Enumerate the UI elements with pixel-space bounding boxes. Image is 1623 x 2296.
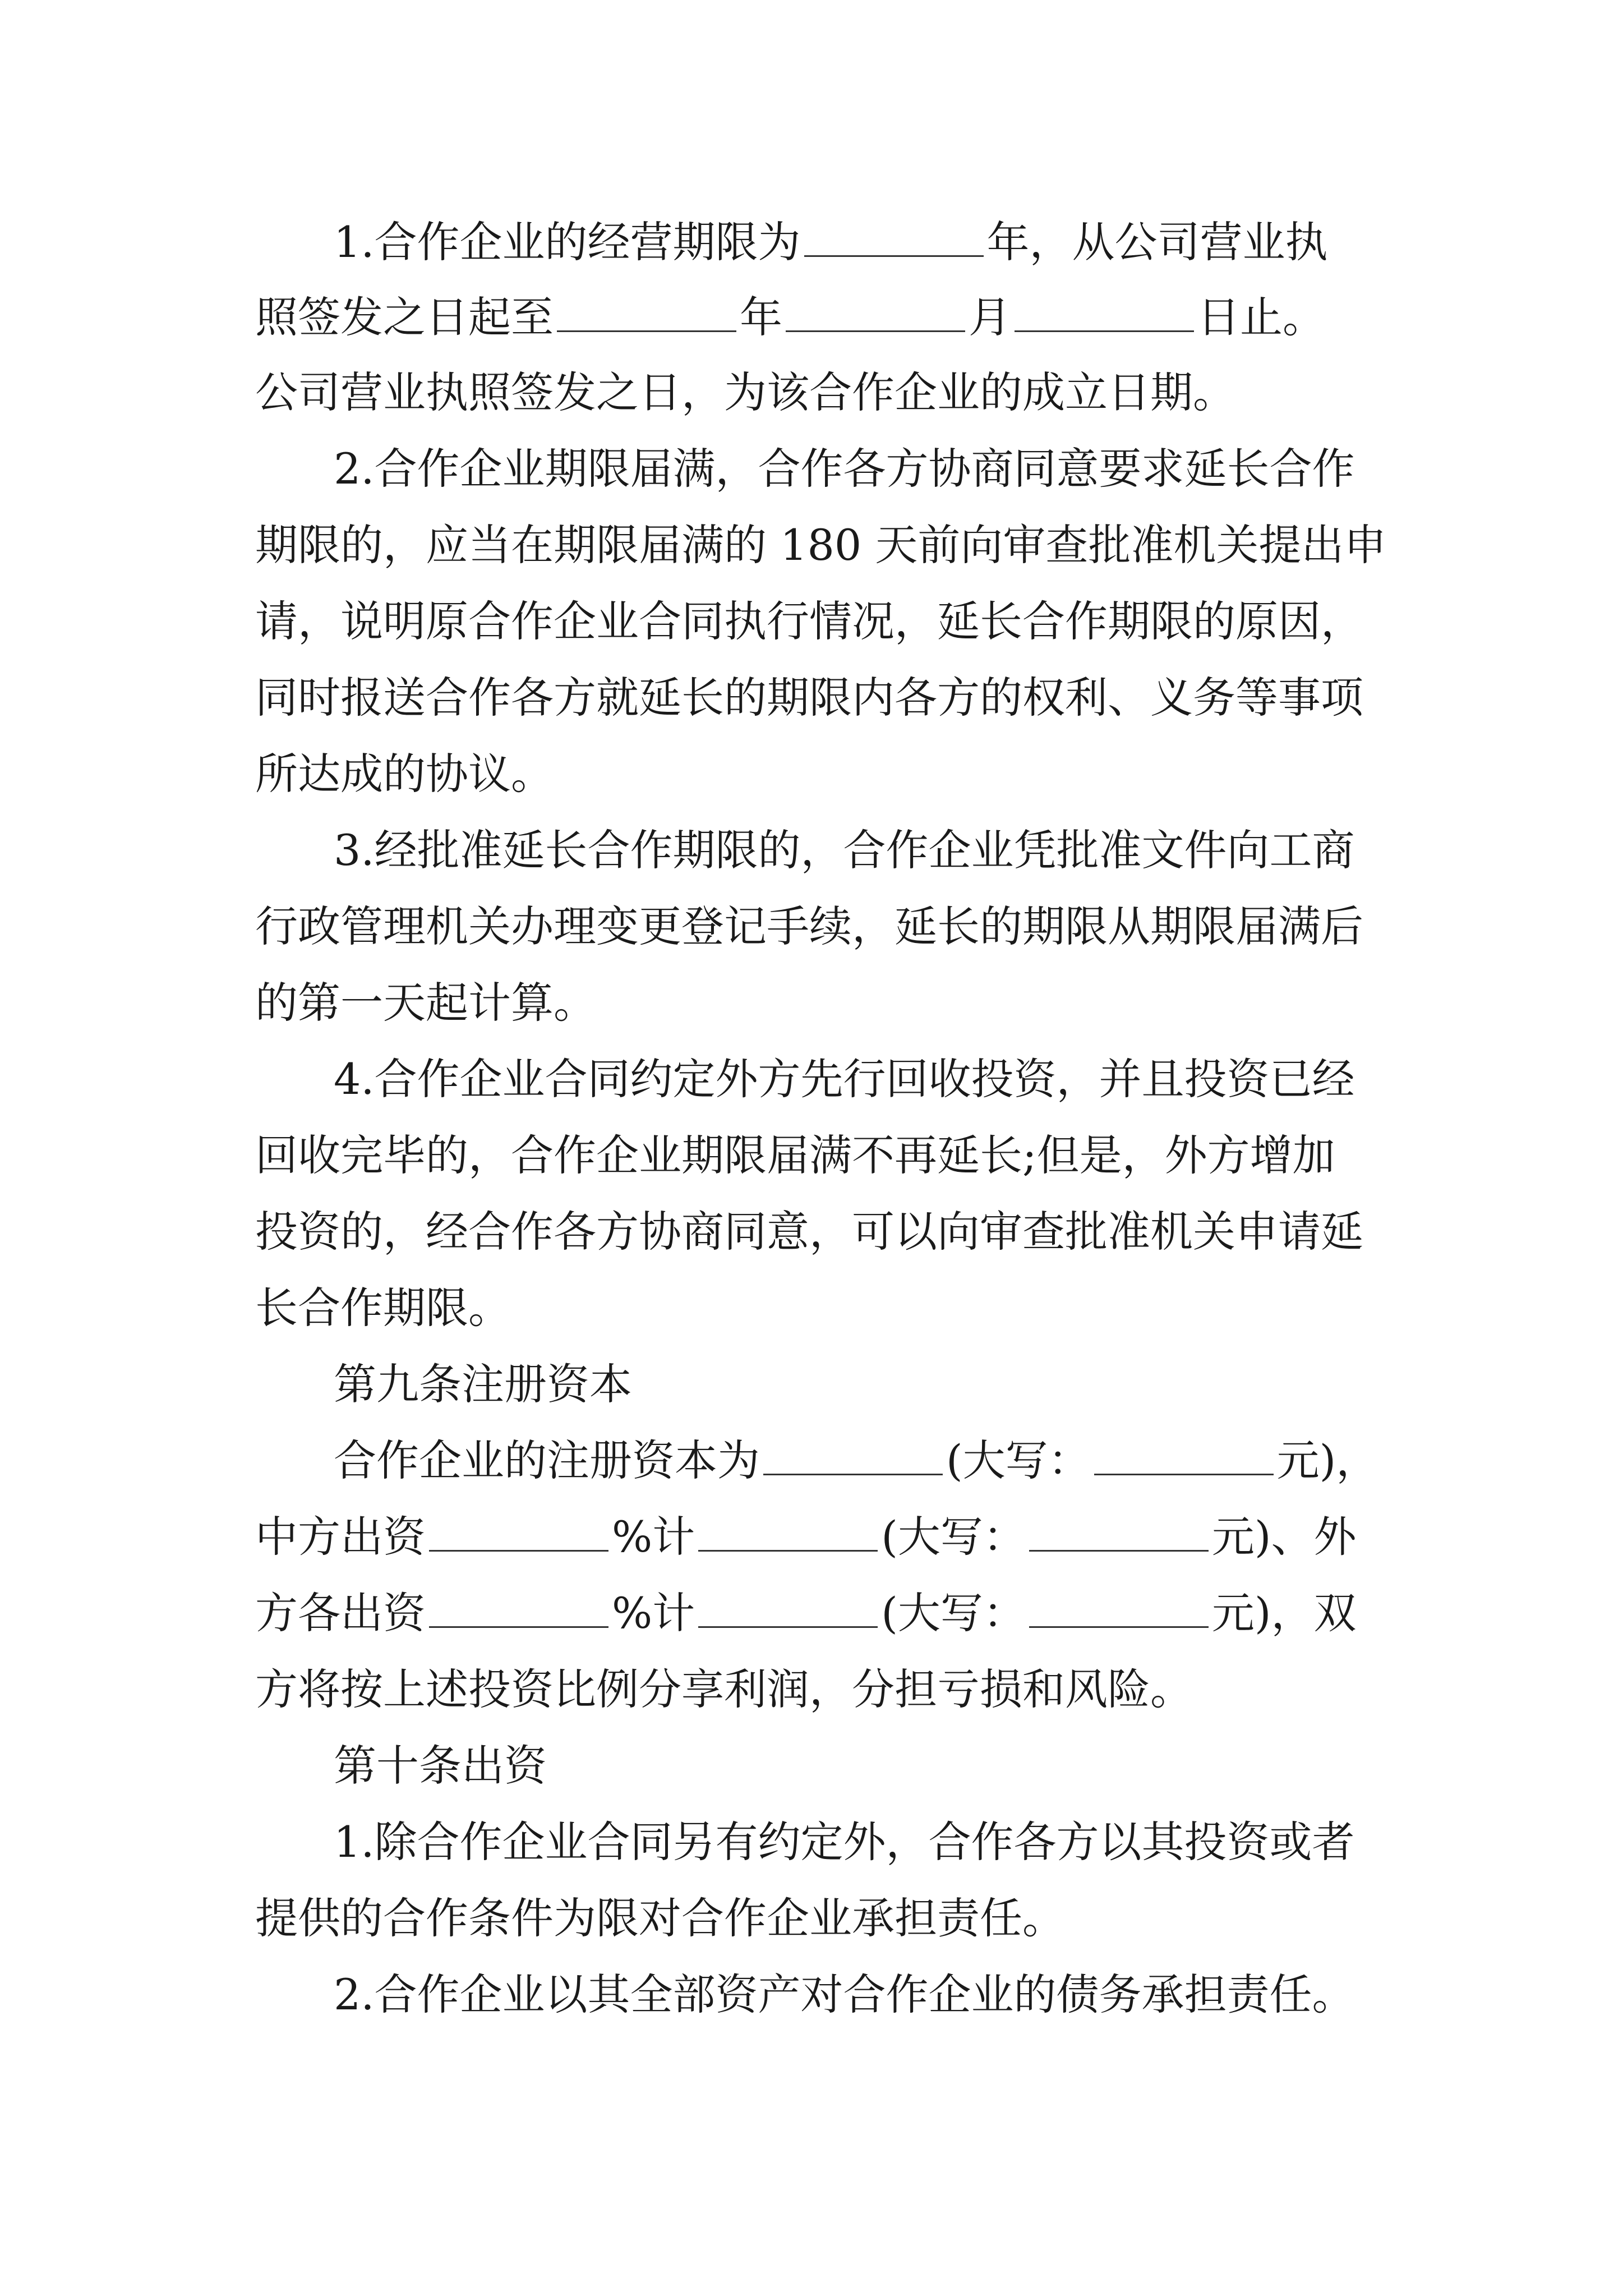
fill-in-blank[interactable] bbox=[698, 1584, 878, 1628]
text-run: 2.合作企业以其全部资产对合作企业的债务承担责任。 bbox=[334, 1970, 1355, 2019]
text-run: 提供的合作条件为限对合作企业承担责任。 bbox=[255, 1893, 1065, 1943]
fill-in-blank[interactable] bbox=[763, 1431, 943, 1475]
text-line bbox=[334, 1805, 1355, 1879]
text-run: 方将按上述投资比例分享利润，分担亏损和风险。 bbox=[255, 1664, 1193, 1714]
text-line bbox=[255, 1881, 1065, 1955]
text-run: 4.合作企业合同约定外方先行回收投资，并且投资已经 bbox=[334, 1054, 1355, 1104]
text-run: 月 bbox=[969, 292, 1011, 342]
text-run: 1.除合作企业合同另有约定外，合作各方以其投资或者 bbox=[334, 1817, 1355, 1867]
text-line bbox=[255, 1653, 1193, 1727]
text-line bbox=[255, 1500, 1357, 1574]
text-line bbox=[255, 585, 1363, 659]
text-line bbox=[255, 661, 1363, 735]
text-line bbox=[334, 1958, 1355, 2032]
text-line bbox=[334, 205, 1328, 279]
text-run: 请，说明原合作企业合同执行情况，延长合作期限的原因， bbox=[255, 596, 1363, 646]
text-run: 合作企业的注册资本为 bbox=[334, 1435, 760, 1485]
text-run: 日止。 bbox=[1197, 292, 1325, 342]
text-run: 第十条出资 bbox=[334, 1741, 547, 1791]
text-run: 长合作期限。 bbox=[255, 1283, 511, 1333]
text-run: 第九条注册资本 bbox=[334, 1359, 632, 1409]
text-run: (大写： bbox=[881, 1588, 1026, 1638]
text-line bbox=[255, 1271, 511, 1345]
text-line bbox=[334, 813, 1355, 887]
text-run: 1.合作企业的经营期限为 bbox=[334, 217, 801, 267]
text-run: 年，从公司营业执 bbox=[986, 217, 1328, 267]
text-run: 年 bbox=[740, 292, 782, 342]
fill-in-blank[interactable] bbox=[1029, 1584, 1209, 1628]
fill-in-blank[interactable] bbox=[1029, 1507, 1209, 1552]
text-line bbox=[334, 1424, 1378, 1498]
text-line bbox=[255, 1119, 1335, 1193]
text-run: 照签发之日起至 bbox=[255, 292, 554, 342]
section-heading bbox=[334, 1347, 632, 1421]
text-line bbox=[255, 1195, 1363, 1269]
text-run: 方各出资 bbox=[255, 1588, 426, 1638]
text-line bbox=[255, 280, 1325, 355]
fill-in-blank[interactable] bbox=[698, 1507, 878, 1552]
text-line bbox=[255, 890, 1363, 964]
text-run: 元)，双 bbox=[1211, 1588, 1357, 1638]
text-run: 2.合作企业期限届满，合作各方协商同意要求延长合作 bbox=[334, 444, 1355, 494]
fill-in-blank[interactable] bbox=[429, 1507, 608, 1552]
text-run: 回收完毕的，合作企业期限届满不再延长;但是，外方增加 bbox=[255, 1130, 1335, 1180]
text-line bbox=[255, 966, 596, 1040]
text-run: (大写： bbox=[946, 1435, 1091, 1485]
section-heading bbox=[334, 1729, 547, 1803]
text-run: 期限的，应当在期限届满的 180 天前向审查批准机关提出申 bbox=[255, 520, 1387, 570]
text-run: 元)、外 bbox=[1211, 1512, 1357, 1562]
text-line bbox=[255, 737, 554, 811]
text-line bbox=[255, 508, 1386, 582]
text-run: 所达成的协议。 bbox=[255, 749, 554, 799]
text-run: %计 bbox=[612, 1588, 695, 1638]
text-run: (大写： bbox=[881, 1512, 1026, 1562]
fill-in-blank[interactable] bbox=[429, 1584, 608, 1628]
text-run: 投资的，经合作各方协商同意，可以向审查批准机关申请延 bbox=[255, 1207, 1363, 1257]
text-run: 中方出资 bbox=[255, 1512, 426, 1562]
fill-in-blank[interactable] bbox=[786, 288, 965, 332]
text-line bbox=[334, 432, 1355, 506]
text-run: 行政管理机关办理变更登记手续，延长的期限从期限届满后 bbox=[255, 901, 1363, 951]
text-line bbox=[334, 1042, 1355, 1116]
fill-in-blank[interactable] bbox=[557, 288, 736, 332]
text-line bbox=[255, 1576, 1357, 1650]
text-run: 3.经批准延长合作期限的，合作企业凭批准文件向工商 bbox=[334, 825, 1355, 875]
fill-in-blank[interactable] bbox=[804, 213, 984, 257]
text-run: 同时报送合作各方就延长的期限内各方的权利、义务等事项 bbox=[255, 673, 1363, 723]
text-line bbox=[255, 356, 1235, 430]
text-run: %计 bbox=[612, 1512, 695, 1562]
fill-in-blank[interactable] bbox=[1094, 1431, 1274, 1475]
fill-in-blank[interactable] bbox=[1015, 288, 1194, 332]
text-run: 元)， bbox=[1276, 1435, 1379, 1485]
text-run: 公司营业执照签发之日，为该合作企业的成立日期。 bbox=[255, 367, 1235, 417]
text-run: 的第一天起计算。 bbox=[255, 978, 596, 1028]
